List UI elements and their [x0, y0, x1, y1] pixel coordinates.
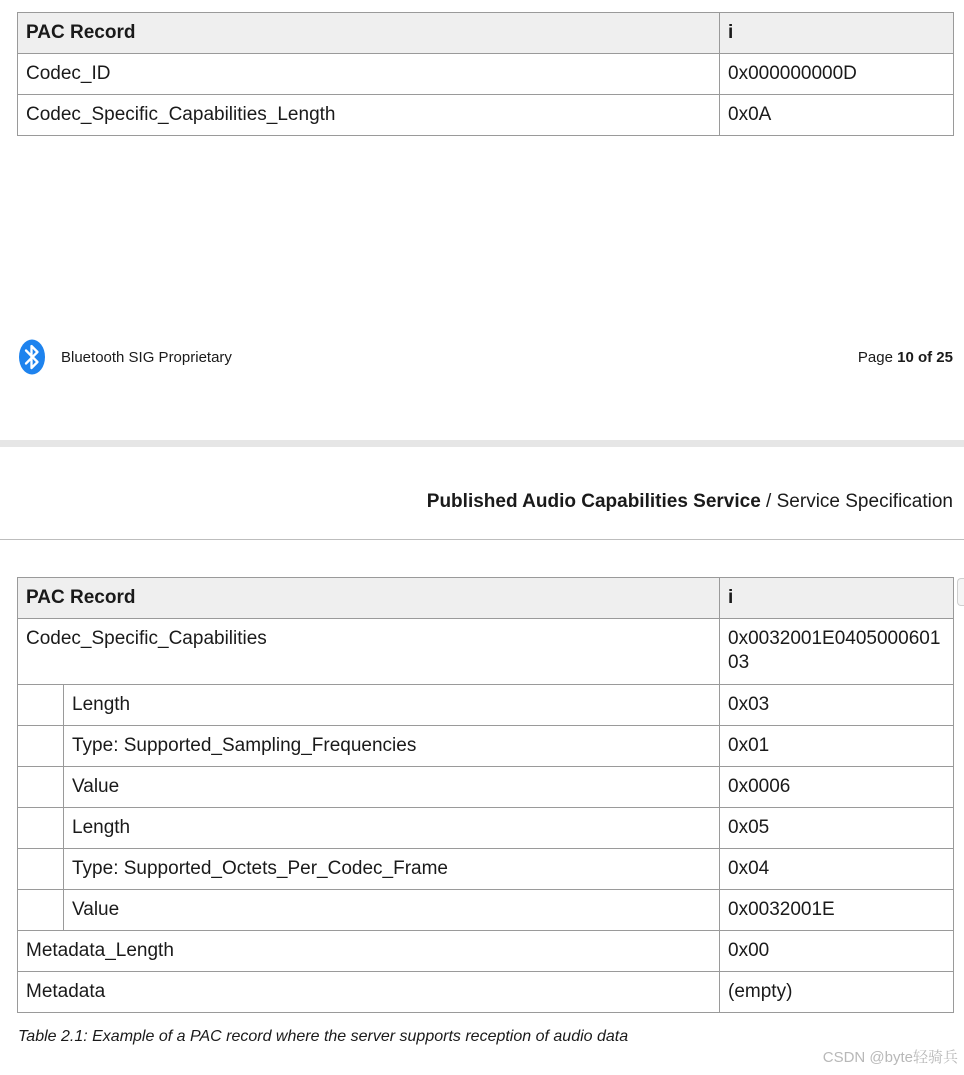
page-separator — [0, 440, 964, 447]
table-row — [18, 619, 954, 685]
field-name: Codec_ID — [18, 54, 720, 95]
field-name: Metadata_Length — [18, 931, 720, 972]
field-name: Codec_Specific_Capabilities — [18, 619, 720, 685]
table-header-row — [18, 578, 954, 619]
field-value: 0x03 — [720, 685, 954, 726]
table-row — [18, 808, 954, 849]
field-value: 0x00 — [720, 931, 954, 972]
field-name: Type: Supported_Octets_Per_Codec_Frame — [64, 849, 720, 890]
field-name: Type: Supported_Sampling_Frequencies — [64, 726, 720, 767]
field-name: Metadata — [18, 972, 720, 1013]
field-name: Codec_Specific_Capabilities_Length — [18, 95, 720, 136]
side-scroll-tab[interactable] — [957, 578, 964, 606]
pac-record-table-continued — [17, 577, 954, 1013]
table-row — [18, 849, 954, 890]
table-row — [18, 685, 954, 726]
field-value: 0x0032001E — [720, 890, 954, 931]
page-footer — [17, 336, 953, 378]
field-value: 0x0A — [720, 95, 954, 136]
indent-cell — [18, 890, 64, 931]
field-value: (empty) — [720, 972, 954, 1013]
field-value: 0x01 — [720, 726, 954, 767]
table-row — [18, 54, 954, 95]
indent-cell — [18, 726, 64, 767]
indent-cell — [18, 767, 64, 808]
indent-cell — [18, 849, 64, 890]
bluetooth-icon — [17, 338, 47, 376]
field-value: 0x0032001E040500060103 — [720, 619, 954, 685]
pac-record-table-top — [17, 12, 954, 136]
field-name: Value — [64, 890, 720, 931]
page-indicator — [858, 349, 953, 366]
indent-cell — [18, 808, 64, 849]
table-row — [18, 767, 954, 808]
table-header-row — [18, 13, 954, 54]
page-number: 10 of 25 — [897, 349, 953, 366]
indent-cell — [18, 685, 64, 726]
page-header — [427, 491, 953, 513]
header-cell-name: PAC Record — [18, 13, 720, 54]
table-row — [18, 972, 954, 1013]
header-separator: / — [760, 491, 777, 512]
table-row — [18, 95, 954, 136]
table-caption: Table 2.1: Example of a PAC record where the server supports reception of audio data — [18, 1028, 629, 1045]
field-value: 0x05 — [720, 808, 954, 849]
field-value: 0x0006 — [720, 767, 954, 808]
spec-subtitle: Service Specification — [776, 491, 953, 512]
field-value: 0x000000000D — [720, 54, 954, 95]
header-divider — [0, 539, 964, 540]
header-cell-value: i — [720, 578, 954, 619]
header-cell-name: PAC Record — [18, 578, 720, 619]
header-cell-value: i — [720, 13, 954, 54]
spec-title: Published Audio Capabilities Service — [426, 491, 761, 512]
field-name: Length — [64, 685, 720, 726]
table-row — [18, 890, 954, 931]
table-row — [18, 726, 954, 767]
page-label: Page — [857, 349, 898, 366]
table-row — [18, 931, 954, 972]
csdn-watermark: CSDN @byte轻骑兵 — [822, 1049, 958, 1066]
field-value: 0x04 — [720, 849, 954, 890]
field-name: Value — [64, 767, 720, 808]
footer-proprietary-text: Bluetooth SIG Proprietary — [61, 349, 232, 366]
field-name: Length — [64, 808, 720, 849]
